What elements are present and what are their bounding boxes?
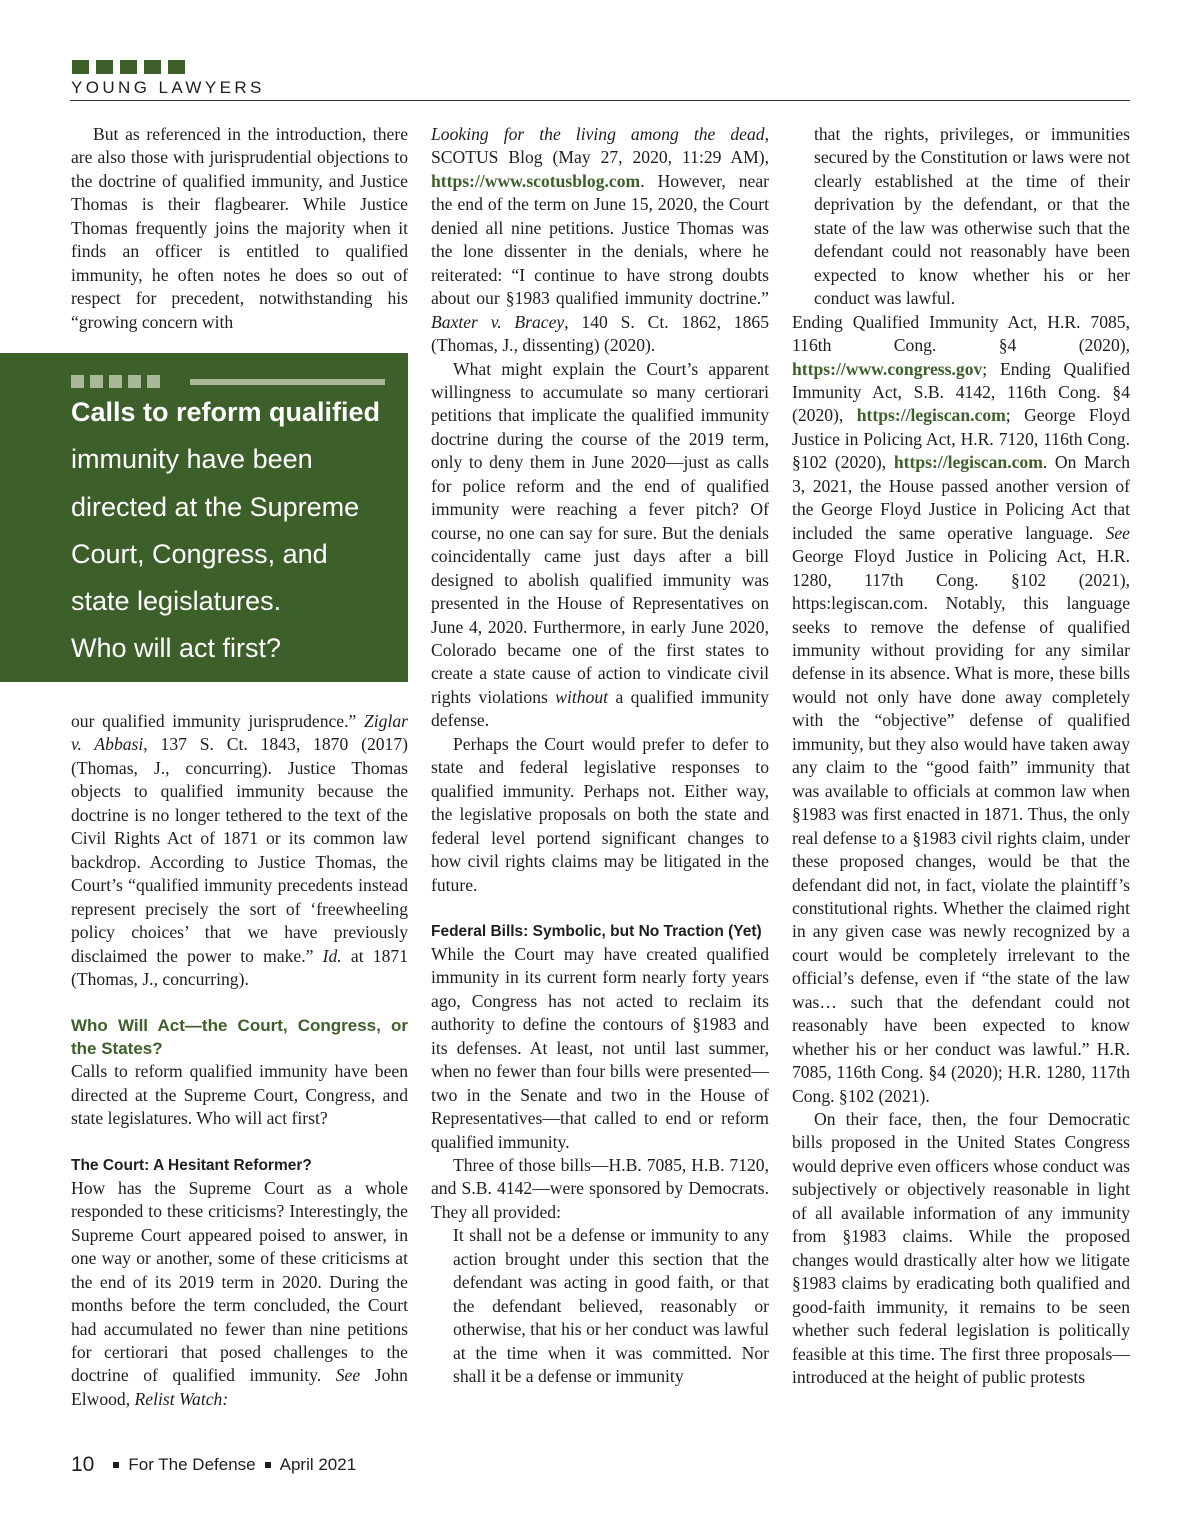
text-run: Ending Qualified Immunity Act, H.R. 7085, 116th Cong. §4 (2020),: [792, 311, 1130, 356]
column-1-top: [71, 123, 408, 334]
case-name: Baxter v. Bracey: [431, 311, 565, 332]
column-3: [792, 123, 1130, 1389]
text-run: , 140 S. Ct. 1862, 1865 (Thomas, J., dissenting) (2020).: [431, 311, 769, 356]
link[interactable]: https://www.congress.gov: [792, 358, 983, 379]
text-run: ; Ending Qualified Immunity Act, S.B. 4142, 116th Cong. §4 (2020),: [792, 358, 1130, 426]
paragraph: But as referenced in the introduction, there are also those with jurisprudential objections to the doctrine of qualified immunity, and Justice Thomas is their flagbearer. While Justice Thomas frequently joins the majority when it finds an officer is entitled to qualified immunity, he often notes he does so out of respect for precedent, notwithstanding his “growing concern with: [71, 124, 408, 332]
text-run: at 1871 (Thomas, J., concurring).: [71, 945, 408, 989]
text-run: John Elwood,: [71, 1365, 408, 1409]
text-run: . On March 3, 2021, the House passed another version of the George Floyd Justice in Policing Act that included the same operative language.: [792, 452, 1130, 543]
paragraph: [71, 710, 408, 991]
paragraph: [431, 358, 769, 733]
pull-quote-rest: immunity have been directed at the Supreme Court, Congress, and state legislatures. Who will act first?: [71, 444, 360, 664]
column-1-bottom: [71, 710, 408, 1411]
text-run: , SCOTUS Blog (May 27, 2020, 11:29 AM),: [431, 124, 769, 168]
paragraph: Three of those bills—H.B. 7085, H.B. 7120, and S.B. 4142—were sponsored by Democrats. They all provided:: [431, 1155, 769, 1222]
text-run: How has the Supreme Court as a whole responded to these criticisms? Interestingly, the Supreme Court appeared poised to answer, in one way or another, some of these criticisms at the end of its 2019 term in 2020. During the months before the term concluded, the Court had accumulated no fewer than nine petitions for certiorari that posed challenges to the doctrine of qualified immunity.: [71, 1177, 408, 1386]
column-2: [431, 123, 769, 1389]
signal-see: See: [335, 1365, 361, 1386]
header-squares-icon: [72, 60, 185, 74]
issue-date: April 2021: [279, 1455, 357, 1474]
paragraph: [71, 1177, 408, 1412]
pull-quote-lead: Calls to reform qualified: [71, 397, 381, 427]
paragraph: Calls to reform qualified immunity have been directed at the Supreme Court, Congress, and state legislatures. Who will act first?: [71, 1061, 408, 1129]
text-run: What might explain the Court’s apparent willingness to accumulate so many certiorari petitions that implicate the qualified immunity doctrine during the course of the 2019 term, only to deny them in June 2020—just as calls for police reform and the end of qualified immunity were reaching a fever pitch? Of course, no one can say for sure. But the denials coincidentally came just days after a bill designed to abolish qualified immunity was presented in the House of Representatives on June 4, 2020. Furthermore, in early June 2020, Colorado became one of the first states to create a state cause of action to vindicate civil rights violations: [431, 358, 769, 707]
paragraph: [431, 123, 769, 358]
article-title: Looking for the living among the dead: [431, 124, 765, 144]
block-quote: It shall not be a defense or immunity to any action brought under this section that the defendant was acting in good faith, or that the defendant believed, reasonably or otherwise, that his or her conduct was lawful at the time when it was committed. Nor shall it be a defense or immunity: [453, 1225, 769, 1387]
link[interactable]: https://legiscan.com: [856, 405, 1006, 426]
block-quote: that the rights, privileges, or immunities secured by the Constitution or laws were not clearly established at the time of their deprivation by the defendant, or that the state of the law was otherwise such that the defendant could not reasonably have been expected to know whether his or her conduct was lawful.: [814, 124, 1130, 309]
text-run: , 137 S. Ct. 1843, 1870 (2017) (Thomas, J., concurring). Justice Thomas objects to qualified immunity because the doctrine is no longer tethered to the text of the Civil Rights Act of 1871 or its common law backdrop. According to Justice Thomas, the Court’s “qualified immunity precedents instead represent precisely the sort of ‘freewheeling policy choices’ that we have previously disclaimed the power to make.”: [71, 734, 408, 966]
text-run: George Floyd Justice in Policing Act, H.R. 1280, 117th Cong. §102 (2021), https:legiscan.com. Notably, this language seeks to remove the defense of qualified immunity without providing for any similar defense in its absence. What is more, these bills would not only have done away completely with the “objective” defense of qualified immunity, but they also would have taken away any claim to the “good faith” immunity that was available to officials at common law when §1983 was first enacted in 1871. Thus, the only real defense to a §1983 civil rights claim, under these proposed changes, would be that the defendant did not, in fact, violate the plaintiff’s constitutional rights. Whether the claimed right in any given case was newly recognized by a court would be completely irrelevant to the official’s defense, even if “the state of the law was… such that the defendant could not reasonably have been expected to know whether his or her conduct was lawful.” H.R. 7085, 116th Cong. §4 (2020); H.R. 1280, 117th Cong. §102 (2021).: [792, 546, 1130, 1106]
text-run: our qualified immunity jurisprudence.”: [71, 711, 357, 731]
pull-quote-squares-icon: [71, 375, 160, 388]
subheading: The Court: A Hesitant Reformer?: [71, 1156, 312, 1174]
paragraph: While the Court may have created qualified immunity in its current form nearly forty years ago, Congress has not acted to reclaim its authority to define the contours of §1983 and its defenses. At least, not until last summer, when no fewer than four bills were presented—two in the Senate and two in the House of Representatives—that called to end or reform qualified immunity.: [431, 943, 769, 1152]
publication-name: For The Defense: [128, 1455, 256, 1474]
citation-id: Id.: [322, 945, 342, 966]
paragraph: Perhaps the Court would prefer to defer to state and federal legislative responses to qualified immunity. Perhaps not. Either way, the legislative proposals on both the state and federal level portend significant changes to how civil rights claims may be litigated in the future.: [431, 733, 769, 895]
text-run: . However, near the end of the term on June 15, 2020, the Court denied all nine petitions. Justice Thomas was the lone dissenter in the denials, where he reiterated: “I continue to have strong doubts about our §1983 qualified immunity doctrine.”: [431, 170, 769, 309]
page-footer: [71, 1453, 356, 1477]
text-run: a qualified immunity defense.: [431, 686, 769, 731]
signal-see: See: [1105, 522, 1130, 543]
page-number: 10: [71, 1453, 95, 1476]
link[interactable]: https://www.scotusblog.com: [431, 170, 641, 191]
header-rule: [70, 100, 1130, 101]
pull-quote-text: [71, 389, 391, 673]
case-name: Ziglar v. Abbasi: [71, 711, 408, 755]
subheading: Who Will Act—the Court, Congress, or the States?: [71, 1016, 408, 1059]
pull-quote-bar: [190, 379, 385, 385]
subheading: Federal Bills: Symbolic, but No Traction (Yet): [431, 922, 762, 940]
paragraph: [792, 311, 1130, 1108]
bullet-square-icon: [113, 1462, 119, 1468]
bullet-square-icon: [265, 1462, 271, 1468]
emphasis: without: [555, 686, 609, 707]
text-run: ; George Floyd Justice in Policing Act, H.R. 7120, 116th Cong. §102 (2020),: [792, 405, 1130, 473]
section-label: YOUNG LAWYERS: [71, 78, 265, 97]
paragraph: On their face, then, the four Democratic bills proposed in the United States Congress would deprive even officers whose conduct was subjectively or objectively reasonable in light of all available information of any immunity from §1983 claims. While the proposed changes would drastically alter how we litigate §1983 claims by eradicating both qualified and good-faith immunity, it remains to be seen whether such federal legislation is politically feasible at this time. The first three proposals—introduced at the height of public protests: [792, 1109, 1130, 1388]
link[interactable]: https://legiscan.com: [893, 452, 1043, 473]
article-title: Relist Watch:: [134, 1388, 229, 1409]
pull-quote: [0, 353, 408, 682]
